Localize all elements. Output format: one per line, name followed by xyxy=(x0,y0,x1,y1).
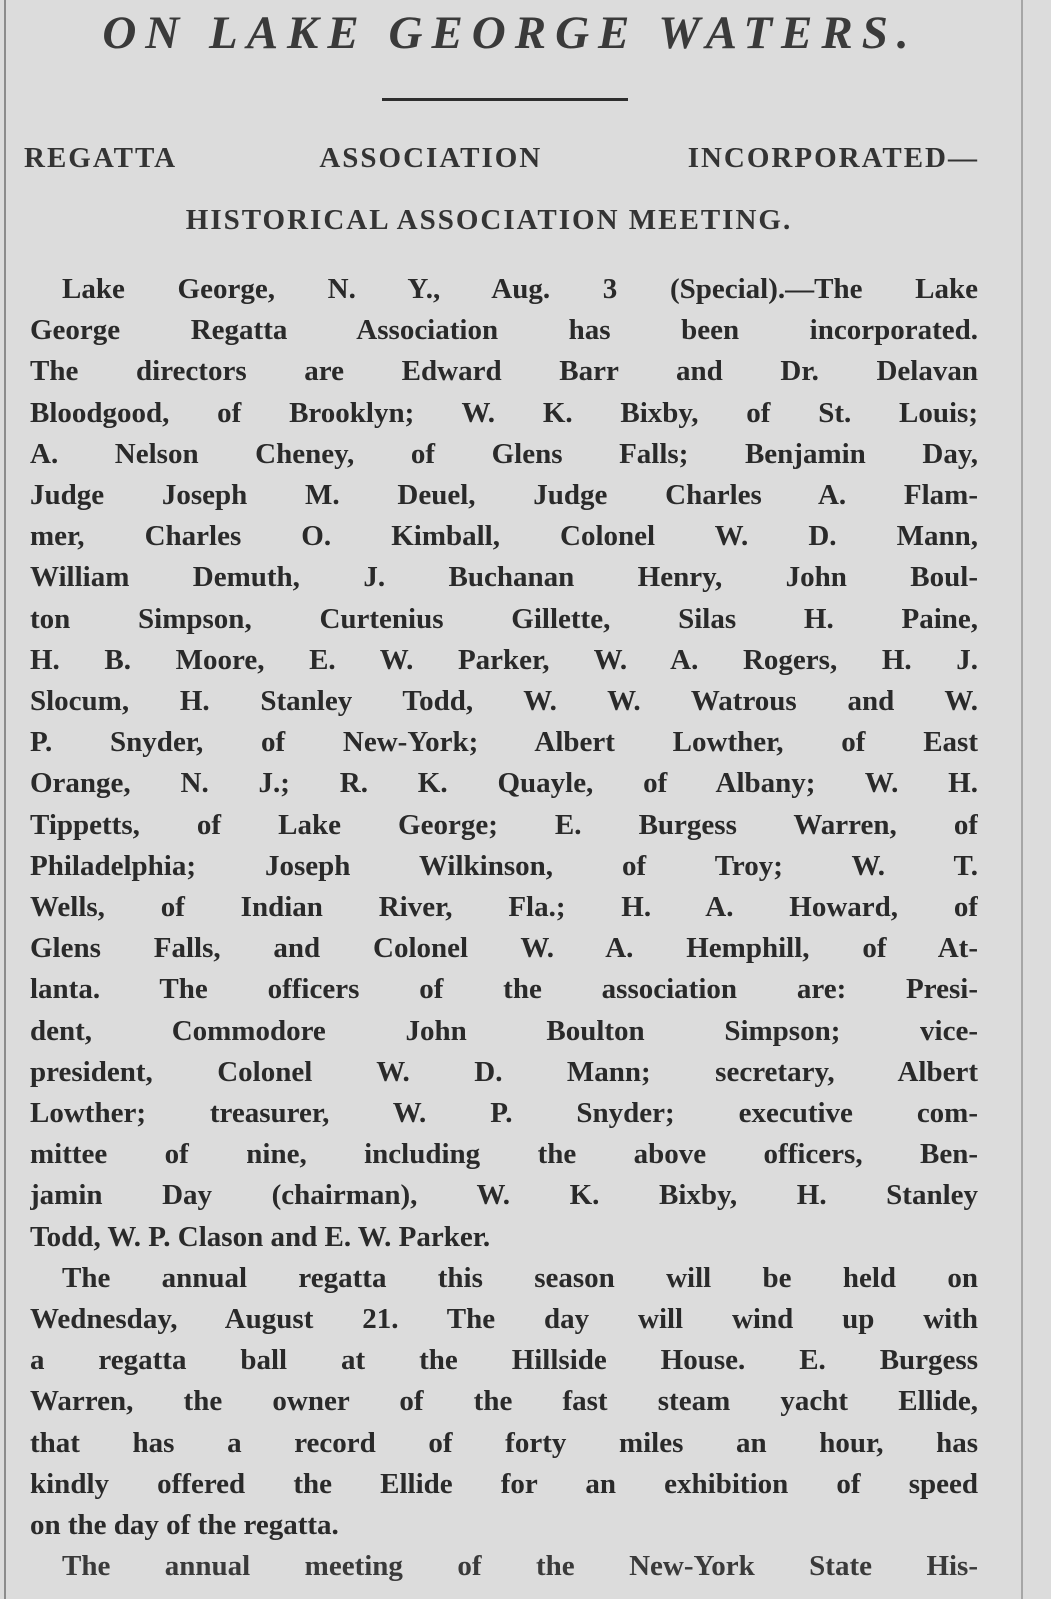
paragraph-1-line: mittee of nine, including the above officers, Ben- xyxy=(30,1138,978,1171)
paragraph-1-line: Philadelphia; Joseph Wilkinson, of Troy; W. T. xyxy=(30,849,978,882)
paragraph-1-line: Lowther; treasurer, W. P. Snyder; executive com- xyxy=(30,1097,978,1129)
paragraph-1-line: Tippetts, of Lake George; E. Burgess Warren, of xyxy=(30,808,978,841)
paragraph-1-line: Glens Falls, and Colonel W. A. Hemphill, of At- xyxy=(30,932,978,965)
paragraph-1-line: Lake George, N. Y., Aug. 3 (Special).—The Lake xyxy=(62,273,978,305)
paragraph-1-line: lanta. The officers of the association are: Presi- xyxy=(30,973,978,1006)
paragraph-1-line: Bloodgood, of Brooklyn; W. K. Bixby, of St. Louis; xyxy=(30,396,978,429)
headline-divider xyxy=(382,98,628,101)
paragraph-1-line: ton Simpson, Curtenius Gillette, Silas H. Paine, xyxy=(30,602,978,635)
paragraph-1-line: George Regatta Association has been incorporated. xyxy=(30,314,978,347)
headline: ON LAKE GEORGE WATERS. xyxy=(102,7,918,59)
paragraph-1-line: Judge Joseph M. Deuel, Judge Charles A. Flam- xyxy=(30,479,978,511)
paragraph-1-line: mer, Charles O. Kimball, Colonel W. D. Mann, xyxy=(30,520,978,553)
paragraph-1-line: A. Nelson Cheney, of Glens Falls; Benjamin Day, xyxy=(30,437,978,470)
paragraph-2-line: on the day of the regatta. xyxy=(30,1509,339,1541)
paragraph-2-line: kindly offered the Ellide for an exhibition of speed xyxy=(30,1467,978,1500)
paragraph-1-line: William Demuth, J. Buchanan Henry, John Boul- xyxy=(30,561,978,594)
paragraph-1-line: president, Colonel W. D. Mann; secretary, Albert xyxy=(30,1055,978,1088)
paragraph-2-line: a regatta ball at the Hillside House. E. Burgess xyxy=(30,1344,978,1377)
paragraph-1-line: dent, Commodore John Boulton Simpson; vice- xyxy=(30,1014,978,1047)
paragraph-1-line: H. B. Moore, E. W. Parker, W. A. Rogers, H. J. xyxy=(30,643,978,676)
subhead-line-1: REGATTA ASSOCIATION INCORPORATED— xyxy=(24,142,979,174)
subhead-line-2: HISTORICAL ASSOCIATION MEETING. xyxy=(185,204,793,236)
paragraph-2-line: that has a record of forty miles an hour, has xyxy=(30,1426,978,1459)
paragraph-1-line: Orange, N. J.; R. K. Quayle, of Albany; W. H. xyxy=(30,767,978,800)
paragraph-1-line: Todd, W. P. Clason and E. W. Parker. xyxy=(30,1220,491,1253)
column-rule-right xyxy=(1021,0,1023,1599)
paragraph-2-line: Warren, the owner of the fast steam yacht Ellide, xyxy=(30,1385,978,1418)
paragraph-1-line: Slocum, H. Stanley Todd, W. W. Watrous and W. xyxy=(30,685,978,717)
paragraph-1-line: jamin Day (chairman), W. K. Bixby, H. Stanley xyxy=(30,1179,978,1212)
column-rule-left xyxy=(4,0,6,1599)
paragraph-2-line: The annual regatta this season will be held on xyxy=(62,1261,978,1294)
paragraph-1-line: Wells, of Indian River, Fla.; H. A. Howard, of xyxy=(30,891,978,923)
paragraph-3-partial-line: The annual meeting of the New-York State His- xyxy=(62,1550,978,1583)
paragraph-1-line: P. Snyder, of New-York; Albert Lowther, of East xyxy=(30,726,978,759)
paragraph-2-line: Wednesday, August 21. The day will wind up with xyxy=(30,1303,978,1335)
paragraph-1-line: The directors are Edward Barr and Dr. Delavan xyxy=(30,355,978,388)
